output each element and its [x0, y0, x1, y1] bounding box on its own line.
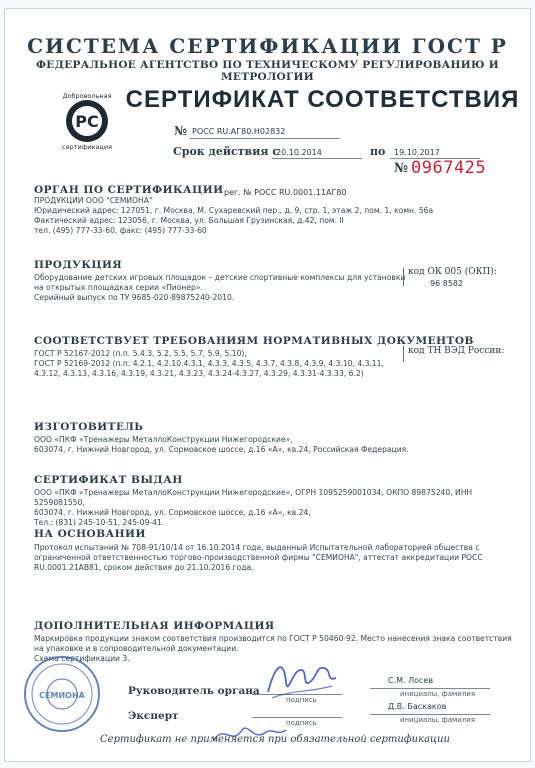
certification-body-actual-address: Фактический адрес: 123056, г. Москва, ул. Большая Грузинская, д.42, пом. II — [34, 216, 344, 225]
reg-number: РОСС RU.АГ80.Н02832 — [192, 127, 286, 136]
okp-value: 96 8582 — [430, 279, 464, 288]
tnved-label: код ТН ВЭД России: — [408, 346, 505, 356]
certification-body-name: ПРОДУКЦИИ ООО "СЕМИОНА" — [34, 196, 153, 205]
okp-label: код ОК 005 (ОКП): — [408, 267, 497, 277]
manufacturer-heading: ИЗГОТОВИТЕЛЬ — [34, 421, 144, 433]
manufacturer-line-2: 603074, г. Нижний Новгород, ул. Сормовское шоссе, д.16 «А», кв.24, Российская Федерация. — [34, 445, 409, 454]
agency-name: ФЕДЕРАЛЬНОЕ АГЕНТСТВО ПО ТЕХНИЧЕСКОМУ РЕГУЛИРОВАНИЮ И МЕТРОЛОГИИ — [36, 59, 499, 83]
product-line-3: Серийный выпуск по ТУ 9685-020-89875240-2010. — [34, 293, 235, 302]
compliance-line-2: ГОСТ Р 52169-2012 (п.п. 4.2.1, 4.2.10,4.3.1, 4.3.3, 4.3.5, 4.3.7, 4.3.8, 4.3.9, 4.3.10, 4.3.11, — [34, 359, 384, 368]
expert-label: Эксперт — [128, 710, 179, 722]
stamp-text: СЕМИОНА — [39, 691, 85, 700]
additional-line-1: Маркировка продукции знаком соответствия производится по ГОСТ Р 50460-92. Место нанесения знака соответствия — [34, 634, 512, 643]
issued-to-line-1: ООО «ПКФ «Тренажеры МеталлоКонструкции Нижегородские», ОГРН 1095259001034, ОКПО 89875240, ИНН — [34, 488, 473, 497]
product-line-2: на открытых площадках серии «Пионер». — [34, 283, 203, 292]
product-line-1: Оборудование детских игровых площадок – детские спортивные комплексы для установки — [34, 273, 406, 282]
head-label: Руководитель органа — [128, 685, 260, 697]
expert-name-caption: инициалы, фамилия — [400, 716, 476, 724]
reg-number-underline — [190, 138, 340, 139]
certification-body-reg: рег. № РОСС RU.0001.11АГ80 — [224, 188, 347, 197]
expert-name: Д.В. Баскаков — [388, 702, 447, 711]
date-from: 20.10.2014 — [276, 148, 322, 157]
basis-line-1: Протокол испытаний № 708-91/10/14 от 16.10.2014 года, выданный Испытательной лабораторией общества с — [34, 543, 480, 552]
manufacturer-line-1: ООО «ПКФ «Тренажеры МеталлоКонструкции Нижегородские», — [34, 435, 293, 444]
logo-top-text: Добровольная — [62, 92, 112, 100]
additional-line-2: на упаковке и в сопроводительной документации. — [34, 644, 239, 653]
certification-body-phone: тел. (495) 777-33-60, факс: (495) 777-33-60 — [34, 226, 207, 235]
reg-no-label: № — [174, 124, 188, 138]
basis-line-2: ограниченной ответственностью торгово-производственной фирмы "СЕМИОНА", аттестат аккредитации РОСС — [34, 553, 483, 562]
stamp-seal-icon — [22, 654, 102, 734]
certificate-title: СЕРТИФИКАТ СООТВЕТСТВИЯ — [125, 86, 520, 113]
compliance-line-3: 4.3.12, 4.3.13, 4.3.16, 4.3.19, 4.3.21, 4.3.23, 4.3.24-4.3.27, 4.3.29, 4.3.31-4.3.33, 6.2) — [34, 369, 364, 378]
certification-body-heading: ОРГАН ПО СЕРТИФИКАЦИИ — [34, 184, 224, 196]
head-name: С.М. Лосев — [388, 676, 434, 685]
head-signature-icon — [262, 652, 342, 712]
head-name-caption: инициалы, фамилия — [400, 690, 476, 698]
logo-mark: РС — [75, 112, 99, 131]
certification-body-legal-address: Юридический адрес: 127051, г. Москва, М. Сухаревский пер., д. 9, стр. 1, этаж 2, пом. 1, комн. 56а — [34, 206, 434, 215]
tnved-box-line — [403, 346, 404, 362]
additional-line-3: Схема сертификации 3. — [34, 654, 130, 663]
okp-box-line — [403, 268, 404, 286]
issued-to-line-3: 603074, г. Нижний Новгород, ул. Сормовское шоссе, д.16 «А», кв.24, — [34, 508, 311, 517]
footer-note: Сертификат не применяется при обязательной сертификации — [100, 734, 450, 745]
compliance-line-1: ГОСТ Р 52167-2012 (п.п. 5.4.3, 5.2, 5.5, 5.7, 5.9, 5.10), — [34, 349, 247, 358]
product-heading: ПРОДУКЦИЯ — [34, 259, 123, 271]
validity-label: Срок действия с — [173, 145, 280, 158]
expert-signature-line — [252, 717, 342, 718]
basis-line-3: RU.0001.21АВ81, сроком действия до 21.10.2016 года. — [34, 563, 254, 572]
issued-to-line-4: Тел.: (831) 245-10-51, 245-09-41. — [34, 518, 165, 527]
issued-to-heading: СЕРТИФИКАТ ВЫДАН — [34, 474, 183, 486]
blank-serial-number: 0967425 — [411, 158, 487, 178]
logo-bottom-text: сертификация — [62, 143, 112, 150]
date-from-underline — [272, 158, 362, 159]
basis-heading: НА ОСНОВАНИИ — [34, 528, 146, 540]
date-to: 19.10.2017 — [394, 148, 440, 157]
rs-logo-icon — [58, 90, 116, 150]
blank-no-label: № — [394, 161, 409, 176]
to-label: по — [370, 145, 386, 158]
expert-signature-caption: подпись — [286, 719, 317, 727]
head-signature-caption: подпись — [286, 696, 317, 704]
expert-name-line — [370, 714, 490, 715]
head-name-line — [370, 688, 490, 689]
additional-heading: ДОПОЛНИТЕЛЬНАЯ ИНФОРМАЦИЯ — [34, 620, 275, 632]
system-title: СИСТЕМА СЕРТИФИКАЦИИ ГОСТ Р — [27, 34, 508, 58]
compliance-heading: СООТВЕТСТВУЕТ ТРЕБОВАНИЯМ НОРМАТИВНЫХ ДОКУМЕНТОВ — [34, 335, 474, 347]
issued-to-line-2: 5259081550, — [34, 498, 85, 507]
